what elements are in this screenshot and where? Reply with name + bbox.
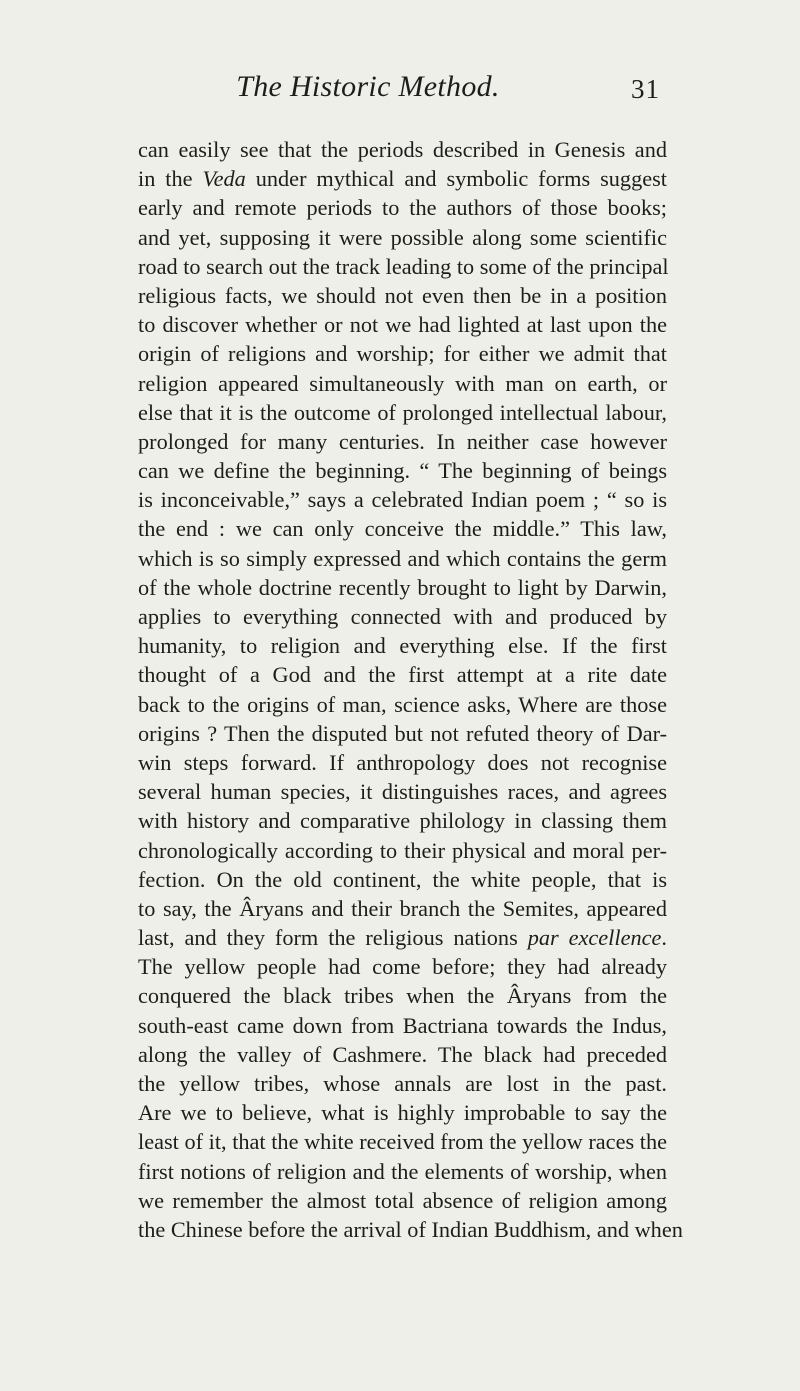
text-line: else that it is the outcome of prolonged intellectual labour, <box>138 399 667 425</box>
text-line: to say, the Âryans and their branch the Semites, appeared <box>138 895 667 921</box>
text-line: the yellow tribes, whose annals are lost in the past. <box>138 1071 667 1096</box>
text-line: with history and comparative philology in classing them <box>138 808 667 834</box>
text-line: origin of religions and worship; for either we admit that <box>138 341 667 367</box>
text-line: in the Veda under mythical and symbolic forms suggest <box>138 166 668 192</box>
text-line: to discover whether or not we had lighted at last upon the <box>138 312 667 338</box>
text-line: early and remote periods to the authors of those books; <box>138 195 667 221</box>
chapter-title: The Historic Method. <box>236 70 500 103</box>
text-line: several human species, it distinguishes races, and agrees <box>138 779 667 805</box>
text-line: humanity, to religion and everything else. If the first <box>138 633 667 659</box>
text-line: road to search out the track leading to some of the principal <box>138 253 669 279</box>
text-line: chronologically according to their physical and moral per- <box>138 837 667 863</box>
text-line: first notions of religion and the elements of worship, when <box>138 1158 667 1184</box>
text-line: is inconceivable,” says a celebrated Indian poem ; “ so is <box>138 487 667 513</box>
text-line: religion appeared simultaneously with man on earth, or <box>138 370 667 396</box>
text-line: fection. On the old continent, the white people, that is <box>138 866 667 892</box>
text-line: the end : we can only conceive the middle.” This law, <box>138 516 667 542</box>
text-line: religious facts, we should not even then be in a position <box>138 282 667 308</box>
text-line: origins ? Then the disputed but not refuted theory of Dar- <box>138 720 667 746</box>
text-line: least of it, that the white received from the yellow races the <box>138 1129 667 1155</box>
italic-term: Veda <box>202 166 246 192</box>
text-line: last, and they form the religious nations par excellence. <box>138 925 667 951</box>
text-line: can we define the beginning. “ The beginning of beings <box>138 458 667 484</box>
page-number: 31 <box>631 74 660 104</box>
text-line: Are we to believe, what is highly improbable to say the <box>138 1100 667 1126</box>
text-line: back to the origins of man, science asks, Where are those <box>138 691 667 717</box>
text-line: along the valley of Cashmere. The black had preceded <box>138 1041 667 1067</box>
text-line: The yellow people had come before; they had already <box>138 954 667 980</box>
text-line: thought of a God and the first attempt at a rite date <box>138 662 667 688</box>
text-line: win steps forward. If anthropology does not recognise <box>138 749 667 775</box>
text-line: we remember the almost total absence of religion among <box>138 1187 667 1213</box>
text-line: can easily see that the periods described in Genesis and <box>138 137 667 162</box>
text-line: conquered the black tribes when the Âryans from the <box>138 983 667 1009</box>
text-line: and yet, supposing it were possible along some scientific <box>138 224 667 250</box>
italic-term: par excellence <box>527 925 662 951</box>
running-head <box>0 70 800 120</box>
text-line: prolonged for many centuries. In neither case however <box>138 428 667 454</box>
text-line: the Chinese before the arrival of Indian Buddhism, and when <box>138 1216 683 1242</box>
text-line: which is so simply expressed and which contains the germ <box>138 545 667 571</box>
body-paragraph <box>138 135 683 1244</box>
text-line: south-east came down from Bactriana towards the Indus, <box>138 1012 667 1038</box>
text-line: of the whole doctrine recently brought to light by Darwin, <box>138 574 667 600</box>
text-line: applies to everything connected with and produced by <box>138 604 667 629</box>
